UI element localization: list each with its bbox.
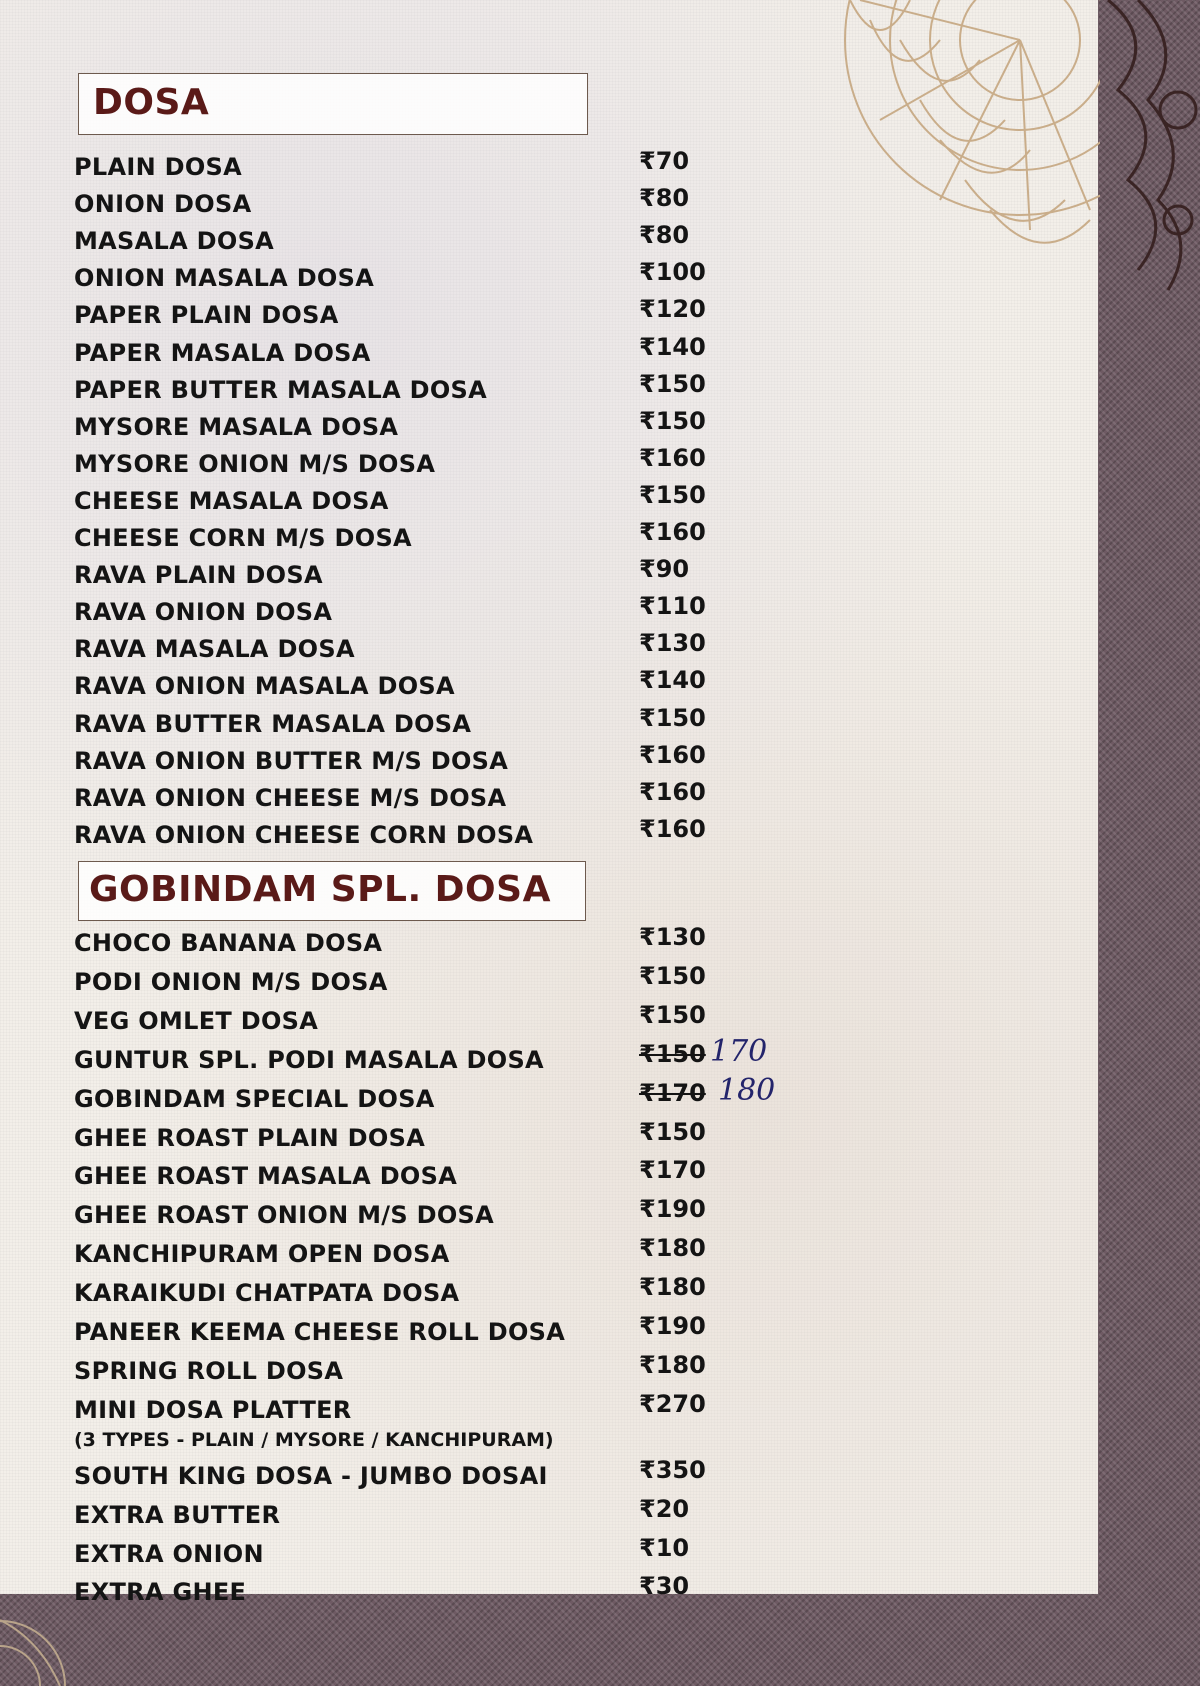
menu-item-price: ₹130 (639, 629, 706, 658)
menu-item-price: ₹170 (639, 1078, 706, 1107)
menu-item-name: KARAIKUDI CHATPATA DOSA (74, 1279, 460, 1308)
menu-item-price: ₹180 (639, 1350, 706, 1379)
menu-item-name: RAVA ONION BUTTER M/S DOSA (74, 746, 509, 775)
menu-item-name: MYSORE MASALA DOSA (74, 412, 399, 441)
menu-item-price: ₹140 (639, 332, 706, 361)
menu-item-name: PAPER BUTTER MASALA DOSA (74, 375, 488, 404)
menu-item-name: EXTRA BUTTER (74, 1500, 281, 1529)
menu-item-name: RAVA ONION CHEESE M/S DOSA (74, 783, 507, 812)
menu-item-price: ₹20 (639, 1494, 690, 1523)
menu-item-name: PLAIN DOSA (74, 153, 243, 181)
menu-item-price: ₹160 (639, 740, 706, 769)
section-title: DOSA (93, 82, 210, 123)
menu-item-price: ₹160 (639, 814, 706, 843)
menu-item-name: EXTRA ONION (74, 1539, 264, 1568)
menu-item-name: CHEESE CORN M/S DOSA (74, 524, 412, 552)
menu-item-name: RAVA ONION MASALA DOSA (74, 672, 455, 701)
menu-item-price: ₹110 (639, 592, 706, 621)
menu-item-name: EXTRA GHEE (74, 1578, 247, 1607)
mandala-decoration (790, 0, 1100, 300)
menu-item-price: ₹160 (639, 518, 706, 546)
menu-item-name: PANEER KEEMA CHEESE ROLL DOSA (74, 1318, 566, 1346)
menu-item-note: (3 TYPES - PLAIN / MYSORE / KANCHIPURAM) (74, 1428, 554, 1451)
menu-item-name: GHEE ROAST ONION M/S DOSA (74, 1201, 494, 1230)
menu-item-name: ONION DOSA (74, 190, 252, 219)
menu-item-price: ₹10 (639, 1533, 690, 1562)
menu-item-name: KANCHIPURAM OPEN DOSA (74, 1240, 450, 1269)
menu-item-price: ₹180 (639, 1234, 706, 1263)
menu-item-name: SPRING ROLL DOSA (74, 1356, 344, 1385)
menu-item-name: RAVA ONION DOSA (74, 598, 333, 627)
menu-item-price: ₹130 (639, 923, 706, 951)
menu-item-price: ₹150 (639, 480, 706, 509)
menu-item-price: ₹90 (639, 555, 690, 584)
menu-item-price: ₹80 (639, 184, 690, 213)
menu-item-price: ₹170 (639, 1156, 706, 1185)
menu-item-name: VEG OMLET DOSA (74, 1006, 319, 1035)
menu-item-name: RAVA PLAIN DOSA (74, 561, 323, 590)
handwritten-price-correction: 170 (710, 1033, 768, 1069)
menu-item-name: GOBINDAM SPECIAL DOSA (74, 1084, 435, 1113)
menu-item-name: PAPER PLAIN DOSA (74, 301, 339, 330)
mandala-corner-decoration (0, 1560, 80, 1686)
menu-item-name: CHOCO BANANA DOSA (74, 929, 383, 957)
menu-item-price: ₹150 (639, 961, 706, 990)
menu-item-name: PODI ONION M/S DOSA (74, 967, 388, 996)
menu-item-price: ₹160 (639, 443, 706, 472)
menu-item-name: SOUTH KING DOSA - JUMBO DOSAI (74, 1461, 548, 1490)
menu-item-price: ₹150 (639, 1039, 706, 1068)
section-title: GOBINDAM SPL. DOSA (89, 869, 551, 910)
menu-item-name: ONION MASALA DOSA (74, 264, 375, 293)
menu-item-price: ₹190 (639, 1195, 706, 1224)
menu-item-price: ₹30 (639, 1572, 690, 1601)
menu-item-name: CHEESE MASALA DOSA (74, 486, 389, 515)
menu-item-price: ₹150 (639, 369, 706, 398)
section-header-special (78, 861, 586, 921)
menu-item-name: MINI DOSA PLATTER (74, 1395, 352, 1424)
menu-item-price: ₹70 (639, 147, 690, 175)
menu-item-price: ₹150 (639, 1117, 706, 1146)
menu-item-price: ₹80 (639, 221, 690, 250)
menu-item-name: MYSORE ONION M/S DOSA (74, 449, 436, 478)
menu-item-name: RAVA BUTTER MASALA DOSA (74, 709, 472, 738)
menu-item-price: ₹160 (639, 777, 706, 806)
menu-item-price: ₹190 (639, 1312, 706, 1340)
menu-item-name: RAVA ONION CHEESE CORN DOSA (74, 820, 534, 849)
menu-item-price: ₹100 (639, 258, 706, 287)
menu-item-price: ₹270 (639, 1389, 706, 1418)
menu-item-name: RAVA MASALA DOSA (74, 635, 355, 664)
menu-item-name: GHEE ROAST MASALA DOSA (74, 1162, 458, 1191)
menu-item-name: GHEE ROAST PLAIN DOSA (74, 1123, 426, 1152)
menu-item-price: ₹150 (639, 703, 706, 732)
menu-item-price: ₹150 (639, 1000, 706, 1029)
menu-item-price: ₹180 (639, 1273, 706, 1302)
menu-item-name: PAPER MASALA DOSA (74, 338, 371, 367)
menu-item-name: GUNTUR SPL. PODI MASALA DOSA (74, 1045, 544, 1074)
handwritten-price-correction: 180 (718, 1072, 776, 1108)
menu-item-price: ₹350 (639, 1455, 706, 1484)
mandala-border-decoration (1098, 0, 1200, 300)
menu-item-price: ₹140 (639, 666, 706, 695)
section-header-dosa (78, 73, 588, 135)
menu-item-name: MASALA DOSA (74, 227, 275, 256)
menu-item-price: ₹150 (639, 406, 706, 435)
menu-item-price: ₹120 (639, 295, 706, 324)
